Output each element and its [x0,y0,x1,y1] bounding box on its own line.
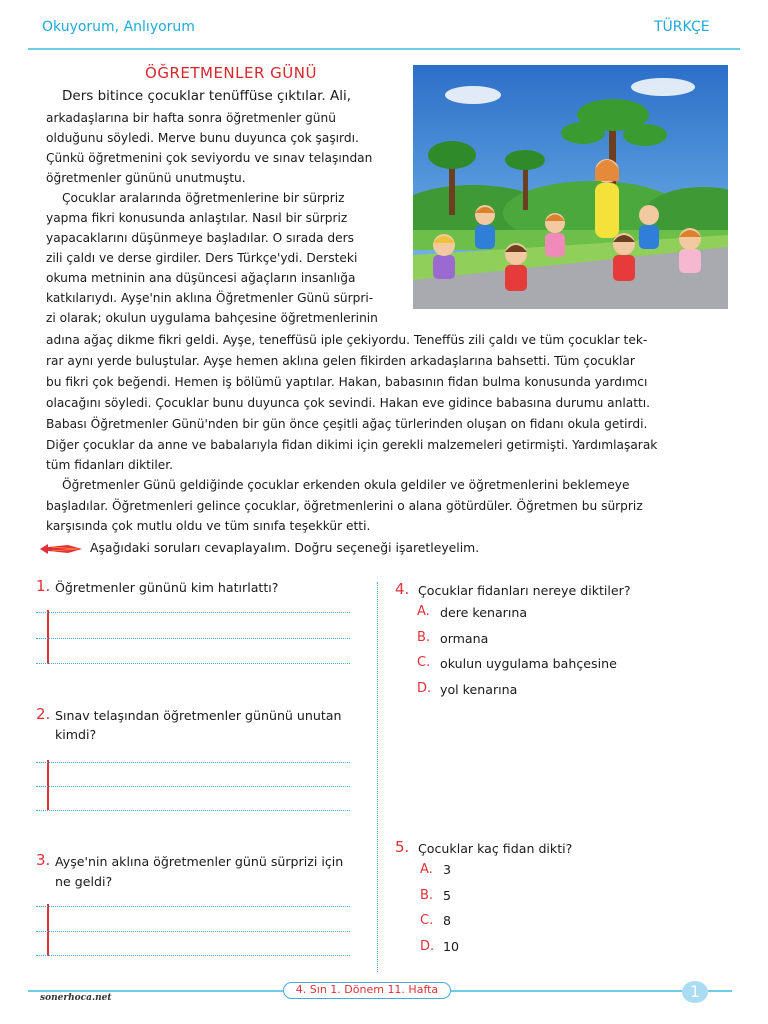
option-b-text[interactable]: ormana [440,631,489,646]
question-number: 5. [395,838,410,856]
option-a-text[interactable]: dere kenarına [440,605,528,620]
story-line: yapacaklarını düşünmeye başladılar. O sırada ders [46,231,354,245]
story-line: Çocuklar aralarında öğretmenlerine bir sürpriz [62,191,345,205]
answer-margin-line [47,610,49,664]
option-a-letter[interactable]: A. [420,862,433,877]
story-line: tüm fidanları diktiler. [46,458,173,472]
answer-margin-line [47,760,49,810]
question-text-line: Ayşe'nin aklına öğretmenler günü sürprizi için [55,854,344,869]
grade-term-week-badge: 4. Sın 1. Dönem 11. Hafta [283,982,451,999]
story-line: öğretmenler gününü unutmuştu. [46,171,246,185]
option-b-letter[interactable]: B. [417,630,431,645]
story-line: bu fikri çok beğendi. Hemen iş bölümü yaptılar. Hakan, babasının fidan bulma konusunda yardımcı [46,375,648,389]
story-line: katkılarıydı. Ayşe'nin aklına Öğretmenler Günü sürpri- [46,291,374,305]
worksheet-series-title: Okuyorum, Anlıyorum [42,19,195,35]
story-line: yapma fikri konusunda anlaştılar. Nasıl bir sürpriz [46,211,348,225]
answer-line[interactable] [36,955,350,956]
question-text: Çocuklar fidanları nereye diktiler? [418,583,631,598]
question-text-line: Sınav telaşından öğretmenler gününü unutan [55,708,342,723]
question-text: Çocuklar kaç fidan dikti? [418,841,573,856]
question-number: 4. [395,580,410,598]
option-d-text[interactable]: 10 [443,939,460,954]
page-number: 1 [682,981,708,1003]
question-text-line: kimdi? [55,727,97,742]
story-line: Ders bitince çocuklar tenüffüse çıktılar. Ali, [62,88,352,104]
brush-arrow-icon [38,541,86,560]
question-text: Öğretmenler gününü kim hatırlattı? [55,580,279,595]
answer-line[interactable] [36,931,350,932]
option-a-letter[interactable]: A. [417,604,430,619]
option-c-text[interactable]: 8 [443,913,452,928]
footer-divider-right [451,990,682,992]
story-line: başladılar. Öğretmenleri gelince çocuklar, öğretmenlerini o alana götürdüler. Öğretmen bu sürpriz [46,499,643,513]
story-line: Öğretmenler Günü geldiğinde çocuklar erkenden okula geldiler ve öğretmenlerini beklemeye [62,478,630,492]
footer-divider-left [28,990,283,992]
story-line: zi olarak; okulun uygulama bahçesine öğretmenlerinin [46,311,378,325]
answer-margin-line [47,904,49,956]
option-d-text[interactable]: yol kenarına [440,682,518,697]
answer-line[interactable] [36,810,350,811]
header-divider [28,48,740,50]
option-c-letter[interactable]: C. [417,655,431,670]
option-a-text[interactable]: 3 [443,862,452,877]
story-line: olduğunu söyledi. Merve bunu duyunca çok şaşırdı. [46,131,359,145]
option-b-text[interactable]: 5 [443,888,452,903]
option-d-letter[interactable]: D. [420,939,435,954]
answer-line[interactable] [36,762,350,763]
story-line: Diğer çocuklar da anne ve babalarıyla fidan dikimi için gerekli malzemeleri getirmişti. Yardımlaşarak [46,438,658,452]
story-line: olacağını söyledi. Çocuklar bunu duyunca çok sevindi. Hakan eve gidince babasına durumu anlattı. [46,396,651,410]
story-title: ÖĞRETMENLER GÜNÜ [145,64,317,82]
answer-line[interactable] [36,638,350,639]
subject-label: TÜRKÇE [654,19,710,35]
option-c-text[interactable]: okulun uygulama bahçesine [440,656,617,671]
story-line: adına ağaç dikme fikri geldi. Ayşe, teneffüsü iple çekiyordu. Teneffüs zili çaldı ve tüm çocuklar tek- [46,333,648,347]
story-line: Babası Öğretmenler Günü'nden bir gün önce çeşitli ağaç türlerinden oluşan on fidanı okula getirdi. [46,417,648,431]
story-illustration [413,65,728,309]
story-line: arkadaşlarına bir hafta sonra öğretmenler günü [46,111,336,125]
question-number: 3. [36,851,51,869]
answer-line[interactable] [36,786,350,787]
column-divider [377,582,378,972]
instruction-text: Aşağıdaki soruları cevaplayalım. Doğru seçeneği işaretleyelim. [90,540,480,555]
question-number: 2. [36,705,51,723]
option-b-letter[interactable]: B. [420,888,434,903]
answer-line[interactable] [36,906,350,907]
answer-line[interactable] [36,612,350,613]
story-line: rar aynı yerde buluştular. Ayşe hemen aklına gelen fikirden arkadaşlarına bahsetti. Tüm çocuklar [46,354,635,368]
option-d-letter[interactable]: D. [417,681,432,696]
answer-line[interactable] [36,663,350,664]
story-line: karşısında çok mutlu oldu ve tüm sınıfa teşekkür etti. [46,519,371,533]
story-line: zili çaldı ve derse girdiler. Ders Türkçe'ydi. Dersteki [46,251,358,265]
question-number: 1. [36,577,51,595]
footer-divider-end [708,990,732,992]
option-c-letter[interactable]: C. [420,913,434,928]
site-watermark: sonerhoca.net [40,993,112,1003]
story-line: Çünkü öğretmenini çok seviyordu ve sınav telaşından [46,151,373,165]
question-text-line: ne geldi? [55,874,113,889]
story-line: okuma metninin ana düşüncesi ağaçların insanlığa [46,271,356,285]
